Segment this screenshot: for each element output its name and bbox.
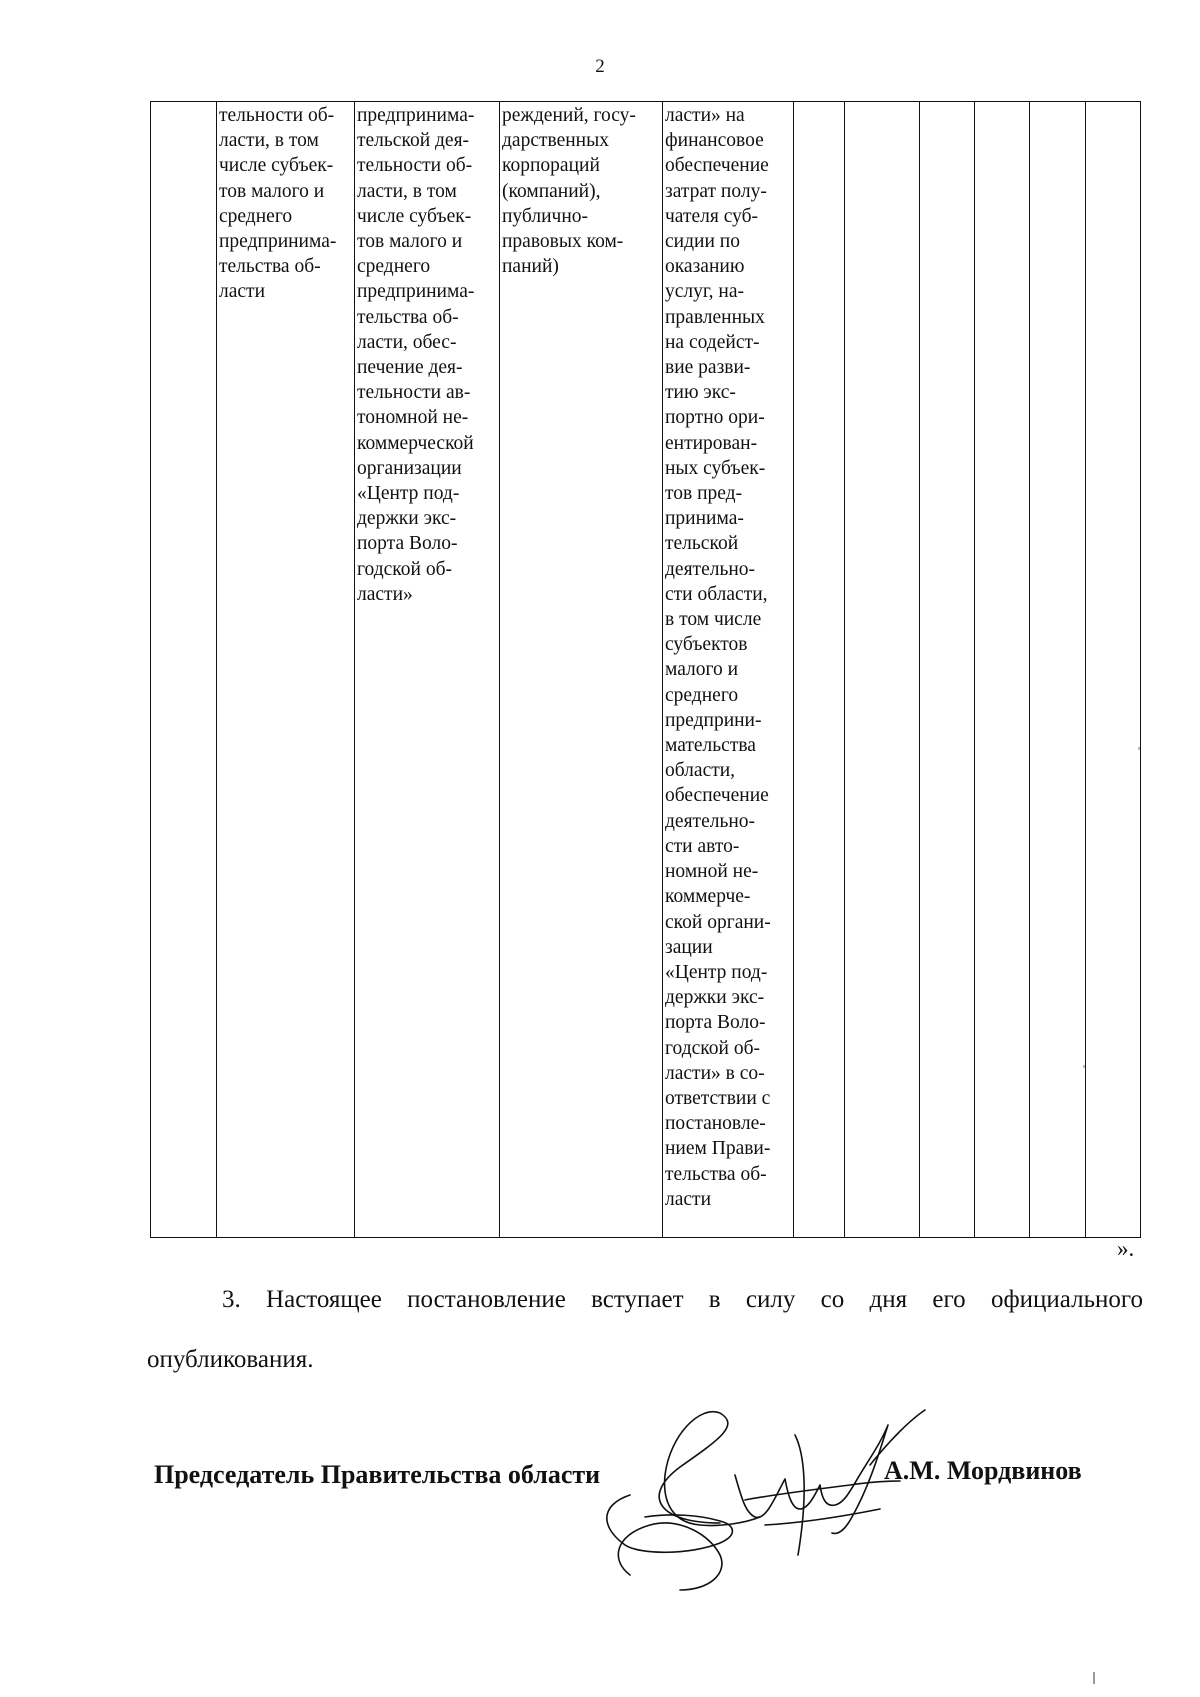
- scan-speck: [1083, 1065, 1085, 1068]
- table-row: [151, 102, 1141, 1238]
- table-cell: реждений, госу- дарственных корпораций (компаний), публично- правовых ком- паний): [500, 102, 663, 1238]
- table-cell: [920, 102, 975, 1238]
- table-cell: [794, 102, 845, 1238]
- table-cell: предпринима- тельской дея- тельности об- ласти, в том числе субъек- тов малого и среднего предпринима- тельства об- ласти, обес- печение дея- тельности ав- тономной не- коммерческой организации «Центр под- держки экс- порта Воло- годской об- ласти»: [355, 102, 500, 1238]
- table-cell: [1086, 102, 1141, 1238]
- paragraph-continuation: опубликования.: [147, 1346, 314, 1373]
- table-cell: тельности об- ласти, в том числе субъек- тов малого и среднего предпринима- тельства об- ласти: [217, 102, 355, 1238]
- table-cell: [151, 102, 217, 1238]
- signatory-title: Председатель Правительства области: [154, 1460, 601, 1489]
- table-cell: ласти» на финансовое обеспечение затрат полу- чателя суб- сидии по оказанию услуг, на- правленных на содейст- вие разви- тию экс- портно ори- ентирован- ных субъек- тов пред- принима- тельской деятельно- сти области, в том числе субъектов малого и среднего предприни- мательства области, обеспечение деятельно- сти авто- номной не- коммерче- ской органи- зации «Центр под- держки экс- порта Воло- годской об- ласти» в со- ответствии с постановле- нием Прави- тельства об- ласти: [663, 102, 794, 1238]
- closing-quote: ».: [1117, 1236, 1135, 1261]
- data-table: [150, 101, 1141, 1238]
- scan-speck: [1138, 747, 1140, 750]
- table-cell: [1030, 102, 1086, 1238]
- table-cell: [845, 102, 920, 1238]
- paragraph-effective-date: 3. Настоящее постановление вступает в силу со дня его официального: [222, 1286, 1143, 1313]
- scan-speck: [1093, 1672, 1095, 1684]
- table-cell: [975, 102, 1030, 1238]
- signatory-name: А.М. Мордвинов: [884, 1456, 1082, 1485]
- page-number: 2: [595, 56, 605, 77]
- handwritten-signature: [570, 1405, 930, 1605]
